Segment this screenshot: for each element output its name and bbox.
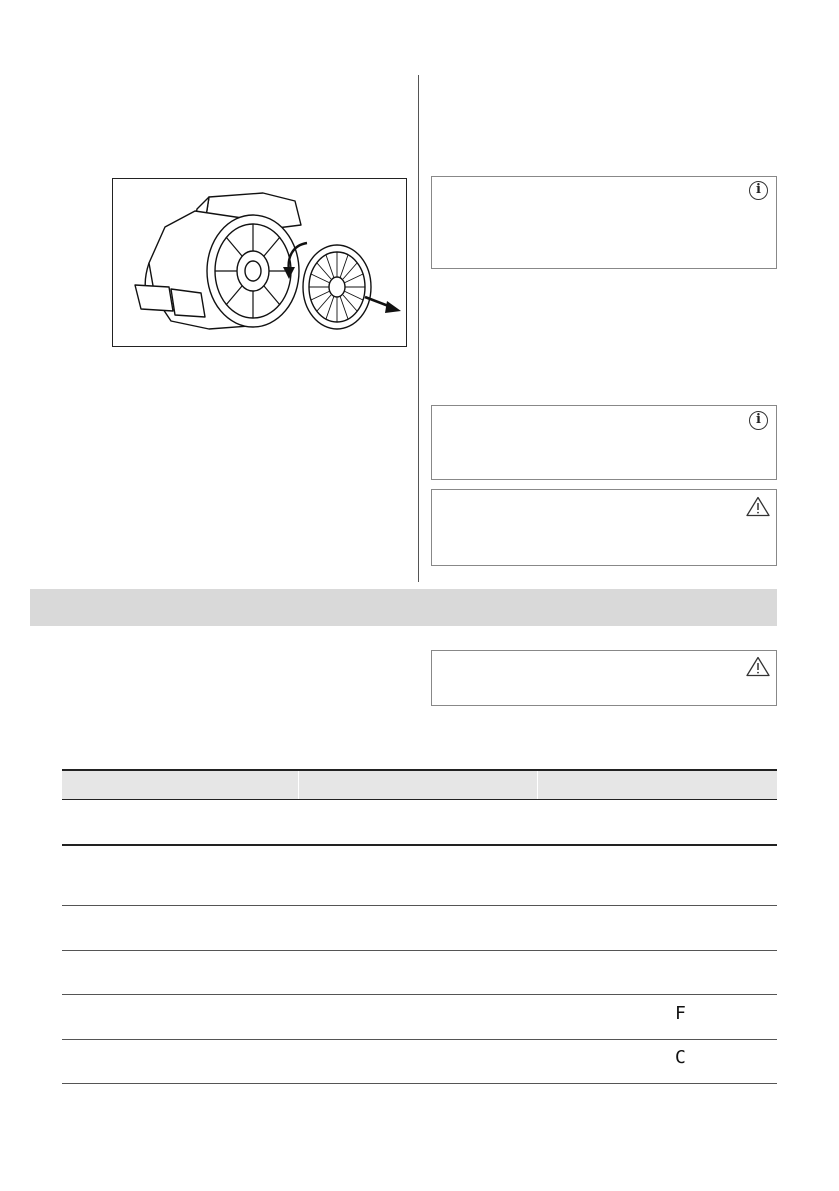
- filter-removal-figure: [112, 178, 407, 347]
- table-row: [62, 951, 777, 994]
- table-row: [62, 846, 777, 905]
- column-divider: [418, 75, 419, 582]
- table-row: [62, 1040, 777, 1083]
- info-note-box: [431, 405, 777, 480]
- column-separator: [537, 770, 538, 799]
- table-bottom-rule: [62, 1083, 777, 1084]
- table-row: [62, 800, 777, 844]
- warning-triangle-icon: [746, 496, 770, 517]
- table-top-rule: [62, 769, 777, 771]
- column-separator: [298, 770, 299, 799]
- section-heading-bar: [30, 589, 777, 626]
- info-icon: i: [749, 181, 768, 200]
- display-symbol-f: F: [675, 1003, 686, 1023]
- seven-segment-symbol: [675, 1047, 687, 1067]
- info-note-box: [431, 176, 777, 269]
- motor-filter-illustration: [113, 179, 406, 346]
- seven-segment-symbol: [675, 1003, 687, 1023]
- display-symbol-c: C: [675, 1047, 686, 1067]
- info-icon: i: [749, 411, 768, 430]
- warning-note-box: [431, 650, 777, 706]
- warning-note-box: [431, 489, 777, 566]
- warning-triangle-icon: [746, 656, 770, 677]
- table-row: [62, 995, 777, 1039]
- table-row: [62, 906, 777, 950]
- table-header: [62, 770, 777, 799]
